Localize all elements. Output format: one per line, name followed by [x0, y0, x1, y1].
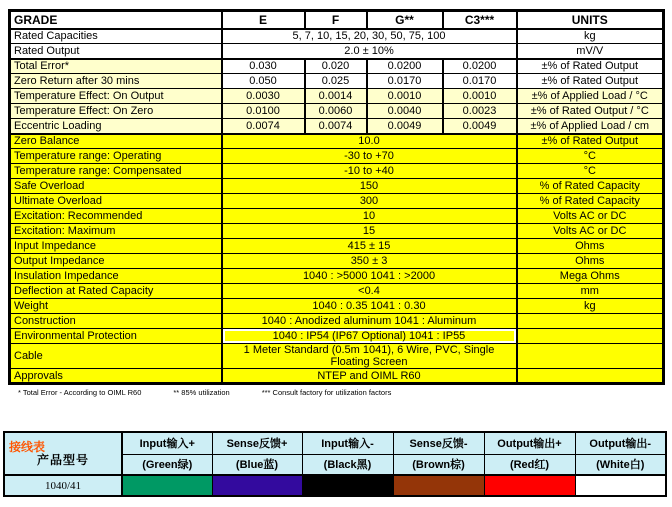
spec-row-construction — [10, 314, 664, 329]
spec-header-row — [10, 11, 664, 29]
spec-value: -10 to +40 — [222, 164, 517, 179]
spec-value-g: 0.0010 — [367, 89, 443, 104]
spec-units: ±% of Rated Output / °C — [517, 104, 664, 119]
spec-row-temp-effect-output — [10, 89, 664, 104]
spec-value-f: 0.0060 — [305, 104, 367, 119]
wiring-title-cell — [4, 432, 122, 475]
spec-row-rated-output — [10, 44, 664, 59]
wiring-signal-row — [4, 432, 666, 454]
product-model-header: 产品型号 — [36, 453, 89, 467]
footnote-total-error: * Total Error - According to OIML R60 — [18, 388, 142, 397]
spec-row-excitation-recommended — [10, 209, 664, 224]
spec-row-input-impedance — [10, 239, 664, 254]
spec-units: ±% of Rated Output — [517, 59, 664, 74]
spec-label: Zero Return after 30 mins — [10, 74, 222, 89]
wire-signal-sense-plus: Sense反馈+ — [212, 432, 302, 454]
spec-label: Construction — [10, 314, 222, 329]
spec-value: 15 — [222, 224, 517, 239]
spec-label: Approvals — [10, 369, 222, 384]
spec-units: Ohms — [517, 239, 664, 254]
spec-units: mm — [517, 284, 664, 299]
spec-value: NTEP and OIML R60 — [222, 369, 517, 384]
spec-value-e: 0.050 — [222, 74, 305, 89]
spec-row-total-error — [10, 59, 664, 74]
spec-value-g: 0.0040 — [367, 104, 443, 119]
spec-value-g: 0.0200 — [367, 59, 443, 74]
spec-value-e: 0.0074 — [222, 119, 305, 134]
wire-signal-output-minus: Output输出- — [575, 432, 666, 454]
spec-label: Deflection at Rated Capacity — [10, 284, 222, 299]
wiring-table-title: 接线表 — [9, 440, 46, 454]
wire-signal-sense-minus: Sense反馈- — [393, 432, 484, 454]
spec-sheet — [8, 9, 665, 397]
wire-signal-input-minus: Input输入- — [302, 432, 393, 454]
spec-units: ±% of Rated Output — [517, 74, 664, 89]
spec-label: Safe Overload — [10, 179, 222, 194]
spec-label: Temperature Effect: On Zero — [10, 104, 222, 119]
spec-row-output-impedance — [10, 254, 664, 269]
wire-color-swatch-white — [575, 475, 666, 496]
wire-color-name-white: (White白) — [575, 454, 666, 475]
spec-units — [517, 314, 664, 329]
spec-units — [517, 344, 664, 369]
spec-value-f: 0.025 — [305, 74, 367, 89]
spec-value-e: 0.0100 — [222, 104, 305, 119]
spec-units: ±% of Rated Output — [517, 134, 664, 149]
spec-value-c3: 0.0170 — [443, 74, 517, 89]
spec-units: °C — [517, 149, 664, 164]
spec-units: ±% of Applied Load / cm — [517, 119, 664, 134]
footnotes — [8, 388, 665, 397]
spec-value-c3: 0.0010 — [443, 89, 517, 104]
spec-value: 1040 : IP54 (IP67 Optional) 1041 : IP55 — [222, 329, 517, 344]
spec-value: 10.0 — [222, 134, 517, 149]
spec-value: 350 ± 3 — [222, 254, 517, 269]
spec-table — [8, 9, 665, 385]
spec-row-approvals — [10, 369, 664, 384]
spec-value: 415 ± 15 — [222, 239, 517, 254]
product-model-value: 1040/41 — [4, 475, 122, 496]
wire-color-name-brown: (Brown棕) — [393, 454, 484, 475]
spec-row-temp-effect-zero — [10, 104, 664, 119]
spec-label: Total Error* — [10, 59, 222, 74]
spec-row-weight — [10, 299, 664, 314]
spec-row-excitation-maximum — [10, 224, 664, 239]
spec-value-c3: 0.0023 — [443, 104, 517, 119]
spec-row-safe-overload — [10, 179, 664, 194]
spec-label: Cable — [10, 344, 222, 369]
spec-units: Volts AC or DC — [517, 224, 664, 239]
spec-label: Rated Output — [10, 44, 222, 59]
spec-value-f: 0.0074 — [305, 119, 367, 134]
wire-color-swatch-brown — [393, 475, 484, 496]
footnote-consult-factory: *** Consult factory for utilization factors — [261, 388, 392, 397]
col-header-f: F — [305, 11, 367, 29]
spec-value: 1040 : 0.35 1041 : 0.30 — [222, 299, 517, 314]
wire-color-swatch-blue — [212, 475, 302, 496]
spec-units: ±% of Applied Load / °C — [517, 89, 664, 104]
spec-units: mV/V — [517, 44, 664, 59]
spec-row-rated-capacities — [10, 29, 664, 44]
spec-label: Weight — [10, 299, 222, 314]
wire-color-name-green: (Green绿) — [122, 454, 212, 475]
spec-label: Rated Capacities — [10, 29, 222, 44]
spec-label: Eccentric Loading — [10, 119, 222, 134]
spec-label: Excitation: Recommended — [10, 209, 222, 224]
spec-value: 300 — [222, 194, 517, 209]
wire-color-swatch-black — [302, 475, 393, 496]
spec-units: % of Rated Capacity — [517, 179, 664, 194]
col-header-grade: GRADE — [10, 11, 222, 29]
spec-value-e: 0.0030 — [222, 89, 305, 104]
spec-value-e: 0.030 — [222, 59, 305, 74]
spec-row-zero-balance — [10, 134, 664, 149]
wire-signal-output-plus: Output输出+ — [484, 432, 575, 454]
spec-units: Volts AC or DC — [517, 209, 664, 224]
spec-units — [517, 329, 664, 344]
spec-row-zero-return — [10, 74, 664, 89]
spec-value-c3: 0.0049 — [443, 119, 517, 134]
spec-label: Environmental Protection — [10, 329, 222, 344]
spec-value: -30 to +70 — [222, 149, 517, 164]
spec-label: Output Impedance — [10, 254, 222, 269]
spec-label: Input Impedance — [10, 239, 222, 254]
spec-value: 5, 7, 10, 15, 20, 30, 50, 75, 100 — [222, 29, 517, 44]
spec-label: Excitation: Maximum — [10, 224, 222, 239]
spec-label: Insulation Impedance — [10, 269, 222, 284]
wire-color-swatch-green — [122, 475, 212, 496]
wiring-model-row — [4, 475, 666, 496]
wire-signal-input-plus: Input输入+ — [122, 432, 212, 454]
col-header-e: E — [222, 11, 305, 29]
spec-units: kg — [517, 299, 664, 314]
spec-row-ultimate-overload — [10, 194, 664, 209]
col-header-g: G** — [367, 11, 443, 29]
spec-value-f: 0.0014 — [305, 89, 367, 104]
spec-row-insulation-impedance — [10, 269, 664, 284]
spec-label: Ultimate Overload — [10, 194, 222, 209]
spec-row-deflection — [10, 284, 664, 299]
spec-row-temp-range-compensated — [10, 164, 664, 179]
spec-label: Temperature range: Operating — [10, 149, 222, 164]
spec-row-temp-range-operating — [10, 149, 664, 164]
wire-color-name-blue: (Blue蓝) — [212, 454, 302, 475]
spec-units: % of Rated Capacity — [517, 194, 664, 209]
spec-value: 1040 : >5000 1041 : >2000 — [222, 269, 517, 284]
spec-value-f: 0.020 — [305, 59, 367, 74]
footnote-utilization: ** 85% utilization — [173, 388, 230, 397]
spec-value: 1 Meter Standard (0.5m 1041), 6 Wire, PVC, Single Floating Screen — [222, 344, 517, 369]
wire-color-name-black: (Black黑) — [302, 454, 393, 475]
spec-value: <0.4 — [222, 284, 517, 299]
col-header-units: UNITS — [517, 11, 664, 29]
col-header-c3: C3*** — [443, 11, 517, 29]
spec-value-c3: 0.0200 — [443, 59, 517, 74]
spec-value: 150 — [222, 179, 517, 194]
spec-label: Temperature Effect: On Output — [10, 89, 222, 104]
spec-value-g: 0.0049 — [367, 119, 443, 134]
spec-value: 10 — [222, 209, 517, 224]
spec-value: 2.0 ± 10% — [222, 44, 517, 59]
spec-value: 1040 : Anodized aluminum 1041 : Aluminum — [222, 314, 517, 329]
spec-units: Ohms — [517, 254, 664, 269]
wiring-table — [3, 431, 667, 497]
wire-color-swatch-red — [484, 475, 575, 496]
wiring-section — [3, 431, 665, 497]
spec-row-eccentric-loading — [10, 119, 664, 134]
spec-row-cable — [10, 344, 664, 369]
spec-row-environmental-protection — [10, 329, 664, 344]
spec-units — [517, 369, 664, 384]
spec-units: kg — [517, 29, 664, 44]
wire-color-name-red: (Red红) — [484, 454, 575, 475]
spec-units: Mega Ohms — [517, 269, 664, 284]
spec-units: °C — [517, 164, 664, 179]
spec-value-g: 0.0170 — [367, 74, 443, 89]
spec-label: Zero Balance — [10, 134, 222, 149]
spec-label: Temperature range: Compensated — [10, 164, 222, 179]
